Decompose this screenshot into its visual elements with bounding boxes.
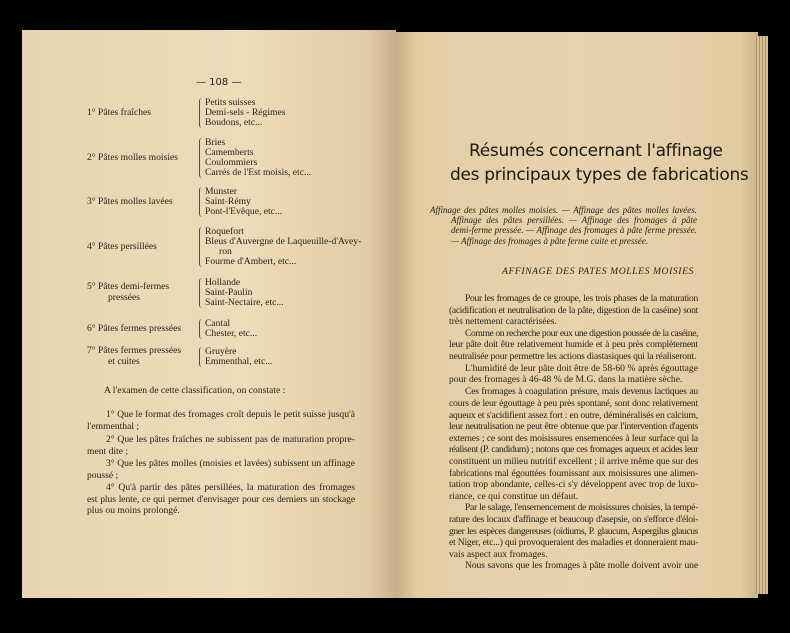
body-line: réalisent (P. candidum) ; notons que ces fromages aqueux et acides leur — [449, 444, 698, 456]
cheese-example: Emmenthal, etc... — [205, 356, 273, 367]
category-label: 6° Pâtes fermes pressées — [87, 322, 182, 334]
category-label: 1° Pâtes fraîches — [87, 106, 152, 118]
cheese-example: Munster — [205, 186, 237, 197]
body-line: l'emmenthal ; — [87, 420, 140, 432]
cheese-example: Saint-Rémy — [205, 196, 251, 207]
body-line: fabrications mal égouttées fournissant aux moisissures une alimen- — [449, 467, 698, 479]
body-line: Pour les fromages de ce groupe, les trois phases de la maturation — [465, 293, 698, 304]
body-line: rature des locaux d'affinage et beaucoup d'asepsie, on s'efforce d'éloi- — [449, 513, 698, 525]
body-line: Par le salage, l'ensemencement de moisissures choisies, la tempé- — [465, 502, 698, 514]
cheese-example: Demi-sels - Régimes — [205, 107, 286, 118]
summary-line: — Affinage des fromages à pâte ferme cuite et pressée. — [451, 236, 649, 246]
body-line: L'humidité de leur pâte doit être de 58-60 % après égouttage — [465, 362, 698, 374]
category-label: 7° Pâtes fermes pressées — [87, 345, 182, 356]
body-line: pour des fromages à 46-48 % de M.G. dans la matière sèche. — [449, 374, 683, 386]
cheese-example: Petits suisses — [205, 97, 256, 108]
cheese-example: Gruyère — [205, 346, 237, 357]
body-line: 1° Que le format des fromages croît depuis le petit suisse jusqu'à — [106, 409, 355, 420]
body-line: (acidification et neutralisation de la pâte, digestion de la caséine) sont — [449, 304, 698, 316]
cheese-example: Bries — [205, 137, 226, 148]
category-label: 3° Pâtes molles lavées — [87, 195, 173, 207]
summary-line: Affinage des pâtes persillées. — Affinage des fromages à pâte — [451, 215, 697, 225]
body-line: leur neutralisation ne peut être obtenue que par l'intervention d'agents — [449, 421, 698, 433]
category-label: 5° Pâtes demi-fermes — [87, 281, 170, 292]
body-line: cours de leur égouttage à peu près spontané, sont donc relativement — [449, 397, 698, 409]
page-number: — 108 — — [196, 77, 242, 88]
intro-text: A l'examen de cette classification, on constate : — [104, 385, 286, 396]
cheese-example: Saint-Nectaire, etc... — [205, 297, 284, 308]
body-line: 3° Que les pâtes molles (moisies et lavées) subissent un affinage — [106, 458, 355, 469]
cheese-example: Coulommiers — [205, 157, 258, 168]
body-line: Comme on recherche pour eux une digestion poussée de la caséine, — [465, 327, 699, 339]
body-line: Nous savons que les fromages à pâte molle doivent avoir une — [465, 560, 698, 572]
chapter-title-line-2: des principaux types de fabrications — [450, 165, 749, 185]
body-line: constituent un milieu nutritif excellent ; il arrive même que sur des — [449, 455, 699, 467]
section-heading: AFFINAGE DES PATES MOLLES MOISIES — [502, 266, 694, 277]
body-line: vais aspect aux fromages. — [449, 548, 548, 560]
category-label: pressées — [108, 292, 140, 303]
cheese-example: Hollande — [205, 277, 241, 288]
category-label: et cuites — [108, 356, 140, 367]
cheese-example: Saint-Paulin — [205, 287, 253, 298]
cheese-example: Bleus d'Auvergne de Laqueuille-d'Avey- — [205, 236, 362, 247]
body-line: externes ; ce sont des moisissures ensemencées à leur surface qui la — [449, 432, 698, 444]
body-line: 2° Que les pâtes fraîches ne subissent pas de maturation propre- — [106, 434, 355, 445]
cheese-example: Boudons, etc... — [205, 117, 263, 128]
cheese-example: Camemberts — [205, 147, 254, 158]
category-label: 4° Pâtes persillées — [87, 240, 157, 252]
body-line: très nettement caractérisées. — [449, 316, 557, 328]
body-line: ment dite ; — [87, 445, 129, 457]
cheese-example: ron — [219, 246, 232, 257]
body-line: 4° Qu'à partir des pâtes persillées, la maturation des fromages — [106, 482, 355, 493]
chapter-title-line-1: Résumés concernant l'affinage — [469, 141, 723, 161]
body-line: gner les espèces dangereuses (oïdiums, P. glaucum, Aspergilus glaucus — [449, 525, 698, 537]
body-line: Ces fromages à coagulation présure, mais devenus lactiques au — [465, 386, 698, 398]
cheese-example: Cantal — [205, 318, 231, 329]
cheese-example: Chester, etc... — [205, 328, 258, 339]
body-line: neutralisée pour permettre les actions diastasiques qui la réaliseront. — [449, 351, 697, 362]
cheese-example: Pont-l'Evêque, etc... — [205, 206, 283, 217]
body-line: est plus lente, ce qui permet d'envisager pour ces derniers un stockage — [87, 493, 355, 505]
body-line: aqueux et s'acidifient assez fort : en outre, déminéralisés en calcium, — [449, 409, 698, 421]
body-line: poussé ; — [87, 469, 119, 481]
cheese-example: Roquefort — [205, 226, 244, 237]
summary-line: Affinage des pâtes molles moisies. — Affinage des pâtes molles lavées. — [430, 205, 697, 215]
cheese-example: Fourme d'Ambert, etc... — [205, 256, 297, 267]
category-label: 2° Pâtes molles moisies — [87, 151, 178, 163]
body-line: riance, ce qui constitue un défaut. — [449, 490, 579, 502]
summary-line: demi-ferme pressée. — Affinage des fromages à pâte ferme pressée. — [451, 225, 697, 235]
body-line: et Niger, etc...) qui provoqueraient des maladies et donneraient mau- — [449, 537, 699, 549]
body-line: tation trop abondante, celles-ci s'y développent avec trop de luxu- — [449, 479, 698, 491]
body-line: leur pâte doit être relativement humide et à peu près complètement — [449, 339, 698, 351]
cheese-example: Carrés de l'Est moisis, etc... — [205, 167, 312, 178]
body-line: plus ou moins prolongé. — [87, 505, 180, 516]
